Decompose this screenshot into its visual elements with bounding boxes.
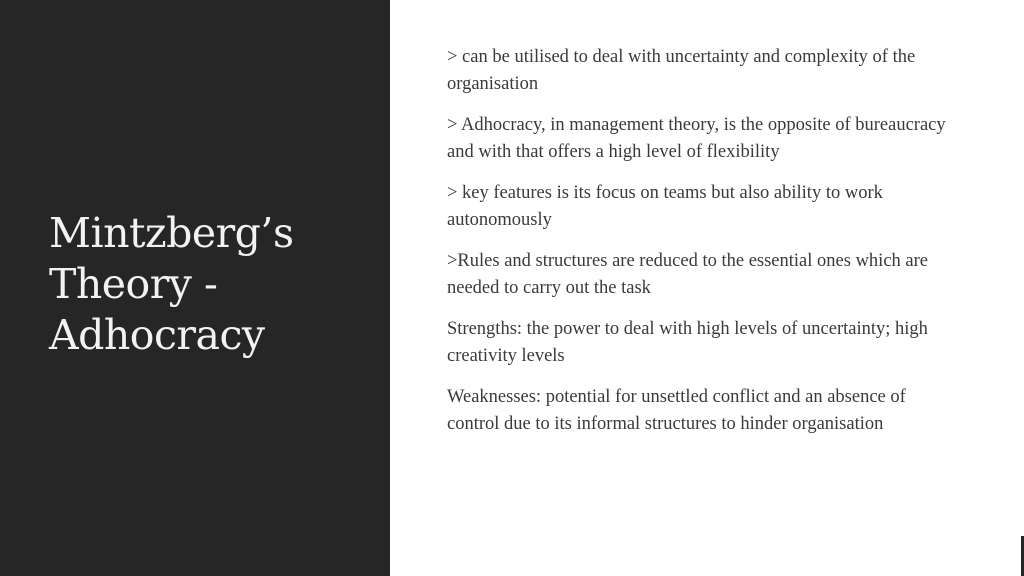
bullet-item: > Adhocracy, in management theory, is the opposite of bureaucracy and with that offers a high level of flexibility	[447, 115, 946, 162]
slide-title-line: Mintzberg’s	[49, 209, 294, 257]
bullet-item: > can be utilised to deal with uncertainty and complexity of the organisation	[447, 47, 916, 94]
content-panel	[390, 0, 1024, 576]
slide-title-line: Adhocracy	[49, 311, 265, 359]
bullet-item: Strengths: the power to deal with high levels of uncertainty; high creativity levels	[447, 319, 928, 366]
bullet-list	[447, 44, 947, 452]
slide-title	[49, 208, 369, 361]
bullet-item: Weaknesses: potential for unsettled conflict and an absence of control due to its informal structures to hinder organisation	[447, 387, 906, 434]
title-panel	[0, 0, 390, 576]
slide-title-line: Theory -	[49, 260, 218, 308]
bullet-item: >Rules and structures are reduced to the essential ones which are needed to carry out the task	[447, 251, 928, 298]
bullet-item: > key features is its focus on teams but also ability to work autonomously	[447, 183, 883, 230]
